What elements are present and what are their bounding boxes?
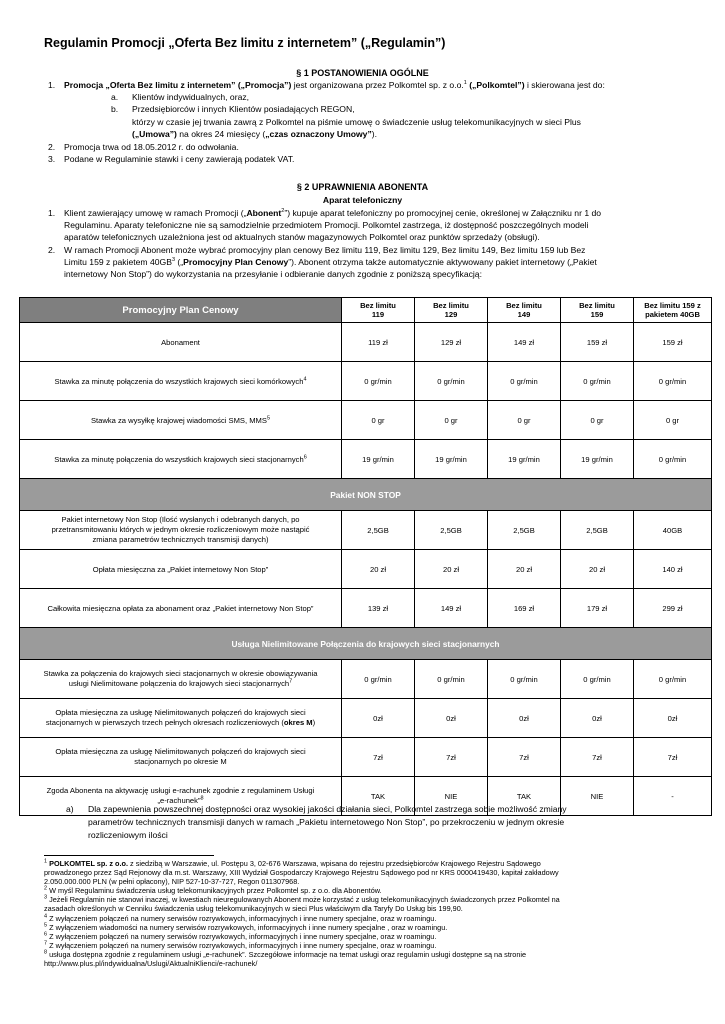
row-label-line-1: Stawka za połączenia do krajowych sieci stacjonarnych w okresie obowiązywania bbox=[43, 669, 318, 678]
table-cell: 0 gr/min bbox=[561, 362, 634, 401]
row-label-line-2: stacjonarnych po okresie M bbox=[134, 757, 227, 766]
footnote-6 bbox=[44, 932, 684, 941]
row-label-text: Stawka za minutę połączenia do wszystkich krajowych sieci stacjonarnych bbox=[54, 454, 304, 464]
table-cell: 2,5GB bbox=[488, 511, 561, 550]
umowa-term: („Umowa”) bbox=[132, 129, 177, 139]
table-cell: 169 zł bbox=[488, 589, 561, 628]
s1-item-3-number: 3. bbox=[48, 154, 56, 164]
s1-item-1-part: jest organizowana przez Polkomtel sp. z o.o. bbox=[291, 80, 464, 90]
s1-b-cont-1: którzy w czasie jej trwania zawrą z Polkomtel na piśmie umowę o świadczenie usług telekomunikacyjnych w sieci Plus bbox=[132, 117, 581, 127]
pricing-table bbox=[19, 297, 712, 816]
footnote-4 bbox=[44, 914, 684, 923]
table-cell: NIE bbox=[561, 777, 634, 816]
table-cell: 0 gr/min bbox=[342, 660, 415, 699]
table-cell: 0 gr/min bbox=[488, 660, 561, 699]
row-label bbox=[20, 401, 342, 440]
table-cell: 0 gr bbox=[634, 401, 712, 440]
table-row bbox=[20, 401, 712, 440]
table-cell: 2,5GB bbox=[342, 511, 415, 550]
column-header-line-2: 149 bbox=[517, 310, 531, 319]
table-cell: 149 zł bbox=[415, 589, 488, 628]
table-cell: 19 gr/min bbox=[488, 440, 561, 479]
row-label-line-1: Zgoda Abonenta na aktywację usługi e-rachunek zgodnie z regulaminem Usługi bbox=[46, 786, 315, 795]
table-cell: 0 gr/min bbox=[634, 660, 712, 699]
table-cell: 20 zł bbox=[561, 550, 634, 589]
s2-item-1-part-c: ”) kupuje aparat telefoniczny po promocyjnej cenie, określonej w Załączniku nr 1 do bbox=[284, 208, 602, 218]
section-1-heading: § 1 POSTANOWIENIA OGÓLNE bbox=[296, 68, 429, 78]
column-header bbox=[561, 298, 634, 323]
note-a-label: a) bbox=[66, 804, 74, 814]
column-header bbox=[488, 298, 561, 323]
table-cell: 19 gr/min bbox=[561, 440, 634, 479]
table-cell: 159 zł bbox=[634, 323, 712, 362]
table-cell: 140 zł bbox=[634, 550, 712, 589]
s1-item-2-text: Promocja trwa od 18.05.2012 r. do odwołania. bbox=[64, 142, 239, 152]
footnote-3-line-2: zasadach określonych w Cenniku świadczenia usług telekomunikacyjnych w sieci Plus właściwym dla Taryfy Do Usług bis 199,90. bbox=[44, 904, 463, 913]
s2-item-1-line-1 bbox=[64, 207, 714, 219]
table-cell: 299 zł bbox=[634, 589, 712, 628]
row-label-line-1: Pakiet internetowy Non Stop (Ilość wysłanych i odebranych danych, po bbox=[61, 515, 300, 524]
row-label-line-2: przetransmitowaniu których w jednym okresie rozliczeniowym może nastąpić bbox=[51, 525, 310, 534]
row-label bbox=[20, 660, 342, 699]
column-header-line-1: Bez limitu bbox=[433, 301, 469, 310]
footnote-text: W myśl Regulaminu świadczenia usług telekomunikacyjnych przez Polkomtel sp. z o.o. dla Abonentów. bbox=[47, 886, 382, 895]
document-title: Regulamin Promocji „Oferta Bez limitu z internetem” („Regulamin”) bbox=[44, 36, 446, 50]
row-label bbox=[20, 323, 342, 362]
table-cell: 0zł bbox=[488, 699, 561, 738]
s1-b-label: b. bbox=[111, 104, 119, 114]
table-row bbox=[20, 440, 712, 479]
footnote-text: Jeżeli Regulamin nie stanowi inaczej, w kwestiach nieuregulowanych Abonent może korzystać z usług telekomunikacyjnych świadczonych przez Polkomtel na bbox=[47, 895, 560, 904]
footnote-number: 2 bbox=[44, 885, 48, 892]
table-cell: 0 gr bbox=[342, 401, 415, 440]
table-cell: 0zł bbox=[561, 699, 634, 738]
footnote-ref-2[interactable]: 2 bbox=[281, 208, 285, 215]
company-name: POLKOMTEL sp. z o.o. bbox=[49, 859, 129, 868]
table-cell: NIE bbox=[415, 777, 488, 816]
table-cell: 139 zł bbox=[342, 589, 415, 628]
table-row bbox=[20, 660, 712, 699]
row-label bbox=[20, 738, 342, 777]
footnote-text: usługa dostępna zgodnie z regulaminem usługi „e-rachunek”. Szczegółowe informacje na temat usługi oraz regulamin usługi dostępne są na stronie bbox=[47, 950, 527, 959]
footnote-ref-5[interactable]: 5 bbox=[266, 414, 271, 421]
footnote-1-line-2: prowadzonego przez Sąd Rejonowy dla m.st. Warszawy, XIII Wydział Gospodarczy Krajowego Rejestru Sądowego pod nr KRS 0000419430, kapitał zakładowy bbox=[44, 868, 559, 877]
section-2-subheading: Aparat telefoniczny bbox=[322, 195, 403, 205]
promo-name: Promocja „Oferta Bez limitu z internetem” („Promocja”) bbox=[64, 80, 292, 90]
column-header-line-1: Bez limitu bbox=[360, 301, 396, 310]
s1-item-1-end: i skierowana jest do: bbox=[524, 80, 605, 90]
table-cell: 7zł bbox=[342, 738, 415, 777]
table-row bbox=[20, 550, 712, 589]
footnote-8-line-1 bbox=[44, 950, 684, 959]
s2-item-1-part-a: Klient zawierający umowę w ramach Promocji („ bbox=[64, 208, 247, 218]
table-cell: 149 zł bbox=[488, 323, 561, 362]
column-header bbox=[634, 298, 712, 323]
column-header-line-1: Bez limitu 159 z bbox=[644, 301, 701, 310]
table-cell: 0 gr/min bbox=[488, 362, 561, 401]
footnote-7 bbox=[44, 941, 684, 950]
row-label-line-2: stacjonarnych w pierwszych trzech pełnych okresach rozliczeniowych ( bbox=[45, 718, 284, 727]
table-cell: 0zł bbox=[634, 699, 712, 738]
table-cell: 19 gr/min bbox=[342, 440, 415, 479]
row-label-line-3: zmiana parametrów technicznych transmisji danych) bbox=[92, 535, 269, 544]
table-header-row bbox=[20, 298, 712, 323]
s2-item-2-part-b: („ bbox=[175, 257, 184, 267]
table-cell: 0 gr bbox=[415, 401, 488, 440]
column-header-line-2: 119 bbox=[371, 310, 385, 319]
table-cell: 2,5GB bbox=[561, 511, 634, 550]
s2-item-2-part-a: Limitu 159 z pakietem 40GB bbox=[64, 257, 172, 267]
s1-a-label: a. bbox=[111, 92, 119, 102]
band-label: Usługa Nielimitowane Połączenia do krajowych sieci stacjonarnych bbox=[20, 628, 712, 660]
footnote-2 bbox=[44, 886, 684, 895]
table-cell: TAK bbox=[342, 777, 415, 816]
footnote-number: 8 bbox=[44, 949, 48, 956]
table-cell: 7zł bbox=[634, 738, 712, 777]
column-header-line-1: Bez limitu bbox=[506, 301, 542, 310]
row-label-text: Stawka za wysyłkę krajowej wiadomości SMS, MMS bbox=[90, 415, 267, 425]
row-label-line-2: „e-rachunek” bbox=[157, 796, 201, 805]
footnote-ref-8[interactable]: 8 bbox=[200, 795, 204, 802]
table-cell: 159 zł bbox=[561, 323, 634, 362]
s2-item-1-line-3: aparatów telefonicznych uzależniona jest od aktualnych stanów magazynowych Polkomtel oraz punktów sprzedaży (obsługi). bbox=[64, 232, 540, 242]
s1-a-text: Klientów indywidualnych, oraz, bbox=[132, 92, 250, 102]
s1-b-cont-2 bbox=[132, 128, 377, 140]
table-row bbox=[20, 738, 712, 777]
row-label: Opłata miesięczna za „Pakiet internetowy Non Stop” bbox=[20, 550, 342, 589]
table-cell: 0zł bbox=[342, 699, 415, 738]
column-header-line-2: 129 bbox=[444, 310, 458, 319]
czas-term: „czas oznaczony Umowy” bbox=[265, 129, 372, 139]
column-header-line-2: pakietem 40GB bbox=[645, 310, 700, 319]
row-label bbox=[20, 511, 342, 550]
s2-item-2-line-1: W ramach Promocji Abonent może wybrać promocyjny plan cenowy Bez limitu 119, Bez limitu 129, Bez limitu 149, Bez limitu 159 lub Bez bbox=[64, 245, 586, 255]
footnote-text: Z wyłączeniem połączeń na numery serwisów rozrywkowych, informacyjnych i inne numery specjalne, oraz w roamingu. bbox=[47, 941, 437, 950]
table-cell: 0 gr/min bbox=[415, 362, 488, 401]
plan-term: Promocyjny Plan Cenowy bbox=[183, 257, 289, 267]
table-cell: TAK bbox=[488, 777, 561, 816]
table-cell: 119 zł bbox=[342, 323, 415, 362]
row-label bbox=[20, 699, 342, 738]
table-row bbox=[20, 323, 712, 362]
table-cell: 0zł bbox=[415, 699, 488, 738]
section-band-unlimited bbox=[20, 628, 712, 660]
s1-b-cont-2-part: na okres 24 miesięcy ( bbox=[176, 129, 266, 139]
table-row bbox=[20, 511, 712, 550]
column-header bbox=[415, 298, 488, 323]
footnote-1-line-1 bbox=[44, 859, 684, 868]
table-cell: 0 gr/min bbox=[634, 362, 712, 401]
column-header bbox=[342, 298, 415, 323]
footnote-number: 1 bbox=[44, 858, 48, 865]
row-label-line-1: Opłata miesięczna za usługę Nielimitowanych połączeń do krajowych sieci bbox=[55, 708, 306, 717]
table-cell: 0 gr/min bbox=[634, 440, 712, 479]
footnote-ref-3[interactable]: 3 bbox=[171, 257, 176, 264]
abonent-term: Abonent bbox=[246, 208, 282, 218]
table-cell: 2,5GB bbox=[415, 511, 488, 550]
s1-b-cont-2-end: ). bbox=[371, 129, 377, 139]
column-header-line-2: 159 bbox=[590, 310, 604, 319]
row-label-line-2-end: ) bbox=[312, 718, 316, 727]
footnote-3-line-1 bbox=[44, 895, 684, 904]
footnote-number: 5 bbox=[44, 922, 48, 929]
table-cell: 0 gr/min bbox=[561, 660, 634, 699]
table-row bbox=[20, 589, 712, 628]
table-cell: 0 gr bbox=[561, 401, 634, 440]
footnote-separator bbox=[44, 855, 214, 856]
table-cell: 20 zł bbox=[415, 550, 488, 589]
table-cell: 0 gr/min bbox=[342, 362, 415, 401]
table-cell: 7zł bbox=[561, 738, 634, 777]
footnote-5 bbox=[44, 923, 684, 932]
column-header-line-1: Bez limitu bbox=[579, 301, 615, 310]
table-cell: 40GB bbox=[634, 511, 712, 550]
table-cell: 7zł bbox=[488, 738, 561, 777]
table-cell: 7zł bbox=[415, 738, 488, 777]
s2-item-2-number: 2. bbox=[48, 245, 56, 255]
s1-item-1-number: 1. bbox=[48, 80, 56, 90]
row-label bbox=[20, 440, 342, 479]
footnote-ref-7[interactable]: 7 bbox=[289, 678, 293, 685]
row-label-text: Abonament bbox=[161, 337, 200, 347]
footnote-1-line-3: 2.050.000.000 PLN (w pełni opłacony), NIP 527-10-37-727, Regon 011307968. bbox=[44, 877, 300, 886]
footnote-number: 4 bbox=[44, 913, 48, 920]
s2-item-2-part-d: ”). Abonent otrzyma także automatycznie aktywowany pakiet internetowy („Pakiet bbox=[288, 257, 597, 267]
table-cell: 20 zł bbox=[488, 550, 561, 589]
table-cell: - bbox=[634, 777, 712, 816]
table-cell: 129 zł bbox=[415, 323, 488, 362]
s1-item-2-number: 2. bbox=[48, 142, 56, 152]
footnote-ref-6[interactable]: 6 bbox=[303, 453, 307, 460]
table-cell: 0 gr/min bbox=[415, 660, 488, 699]
s1-b-text: Przedsiębiorców i innych Klientów posiadających REGON, bbox=[132, 104, 355, 114]
okres-m-term: okres M bbox=[283, 718, 313, 727]
footnote-text: Z wyłączeniem połączeń na numery serwisów rozrywkowych, informacyjnych i inne numery specjalne, oraz w roamingu. bbox=[47, 932, 437, 941]
footnote-8-link[interactable]: http://www.plus.pl/indywidualna/Uslugi/AktualniKlienci/e-rachunek/ bbox=[44, 959, 258, 968]
footnote-text: Z wyłączeniem wiadomości na numery serwisów rozrywkowych, informacyjnych i inne numery specjalne , oraz w roamingu. bbox=[47, 923, 448, 932]
row-label: Całkowita miesięczna opłata za abonament oraz „Pakiet internetowy Non Stop” bbox=[20, 589, 342, 628]
s2-item-1-line-2: Regulaminu. Aparaty telefoniczne nie są samodzielnie przedmiotem Promocji. Polkomtel zastrzega, iż dostępność poszczególnych modeli bbox=[64, 220, 589, 230]
s2-item-1-number: 1. bbox=[48, 208, 56, 218]
s1-item-3-text: Podane w Regulaminie stawki i ceny zawierają podatek VAT. bbox=[64, 154, 295, 164]
row-label-text: Stawka za minutę połączenia do wszystkich krajowych sieci komórkowych bbox=[54, 376, 304, 386]
table-cell: 179 zł bbox=[561, 589, 634, 628]
footnote-number: 6 bbox=[44, 931, 48, 938]
note-a-line-2: parametrów technicznych transmisji danych w ramach „Pakietu internetowego Non Stop”, po przekroczeniu w jednym okresie bbox=[88, 817, 565, 827]
table-cell: 20 zł bbox=[342, 550, 415, 589]
s2-item-2-line-2 bbox=[64, 256, 714, 268]
footnote-text: z siedzibą w Warszawie, ul. Postępu 3, 02-676 Warszawa, wpisana do rejestru przedsiębiorców Krajowego Rejestru Sądowego bbox=[128, 859, 541, 868]
section-2-heading: § 2 UPRAWNIENIA ABONENTA bbox=[296, 182, 429, 192]
table-row bbox=[20, 362, 712, 401]
note-a-line-3: rozliczeniowym ilości bbox=[88, 830, 168, 840]
footnote-ref-1[interactable]: 1 bbox=[463, 80, 467, 87]
table-cell: 0 gr bbox=[488, 401, 561, 440]
row-label bbox=[20, 362, 342, 401]
band-label: Pakiet NON STOP bbox=[20, 479, 712, 511]
table-row bbox=[20, 699, 712, 738]
s2-item-2-line-3: internetowy Non Stop”) do wykorzystania na przesyłanie i odbieranie danych zgodnie z poniższą specyfikacją: bbox=[64, 269, 482, 279]
row-label-line-1: Opłata miesięczna za usługę Nielimitowanych połączeń do krajowych sieci bbox=[55, 747, 306, 756]
footnote-text: Z wyłączeniem połączeń na numery serwisów rozrywkowych, informacyjnych i inne numery specjalne, oraz w roamingu. bbox=[47, 914, 437, 923]
table-cell: 19 gr/min bbox=[415, 440, 488, 479]
footnote-number: 7 bbox=[44, 940, 48, 947]
footnote-ref-4[interactable]: 4 bbox=[303, 375, 307, 382]
s1-item-1-text bbox=[64, 79, 714, 91]
footnote-number: 3 bbox=[44, 894, 48, 901]
polkomtel-term: („Polkomtel”) bbox=[466, 80, 525, 90]
row-label-line-2: usługi Nielimitowane połączenia do krajowych sieci stacjonarnych bbox=[68, 679, 290, 688]
note-a-line-1: Dla zapewnienia powszechnej dostępności oraz wysokiej jakości działania sieci, Polkomtel zastrzega sobie możliwość zmiany bbox=[88, 804, 567, 814]
plan-column-header: Promocyjny Plan Cenowy bbox=[20, 298, 342, 323]
section-band-non-stop bbox=[20, 479, 712, 511]
